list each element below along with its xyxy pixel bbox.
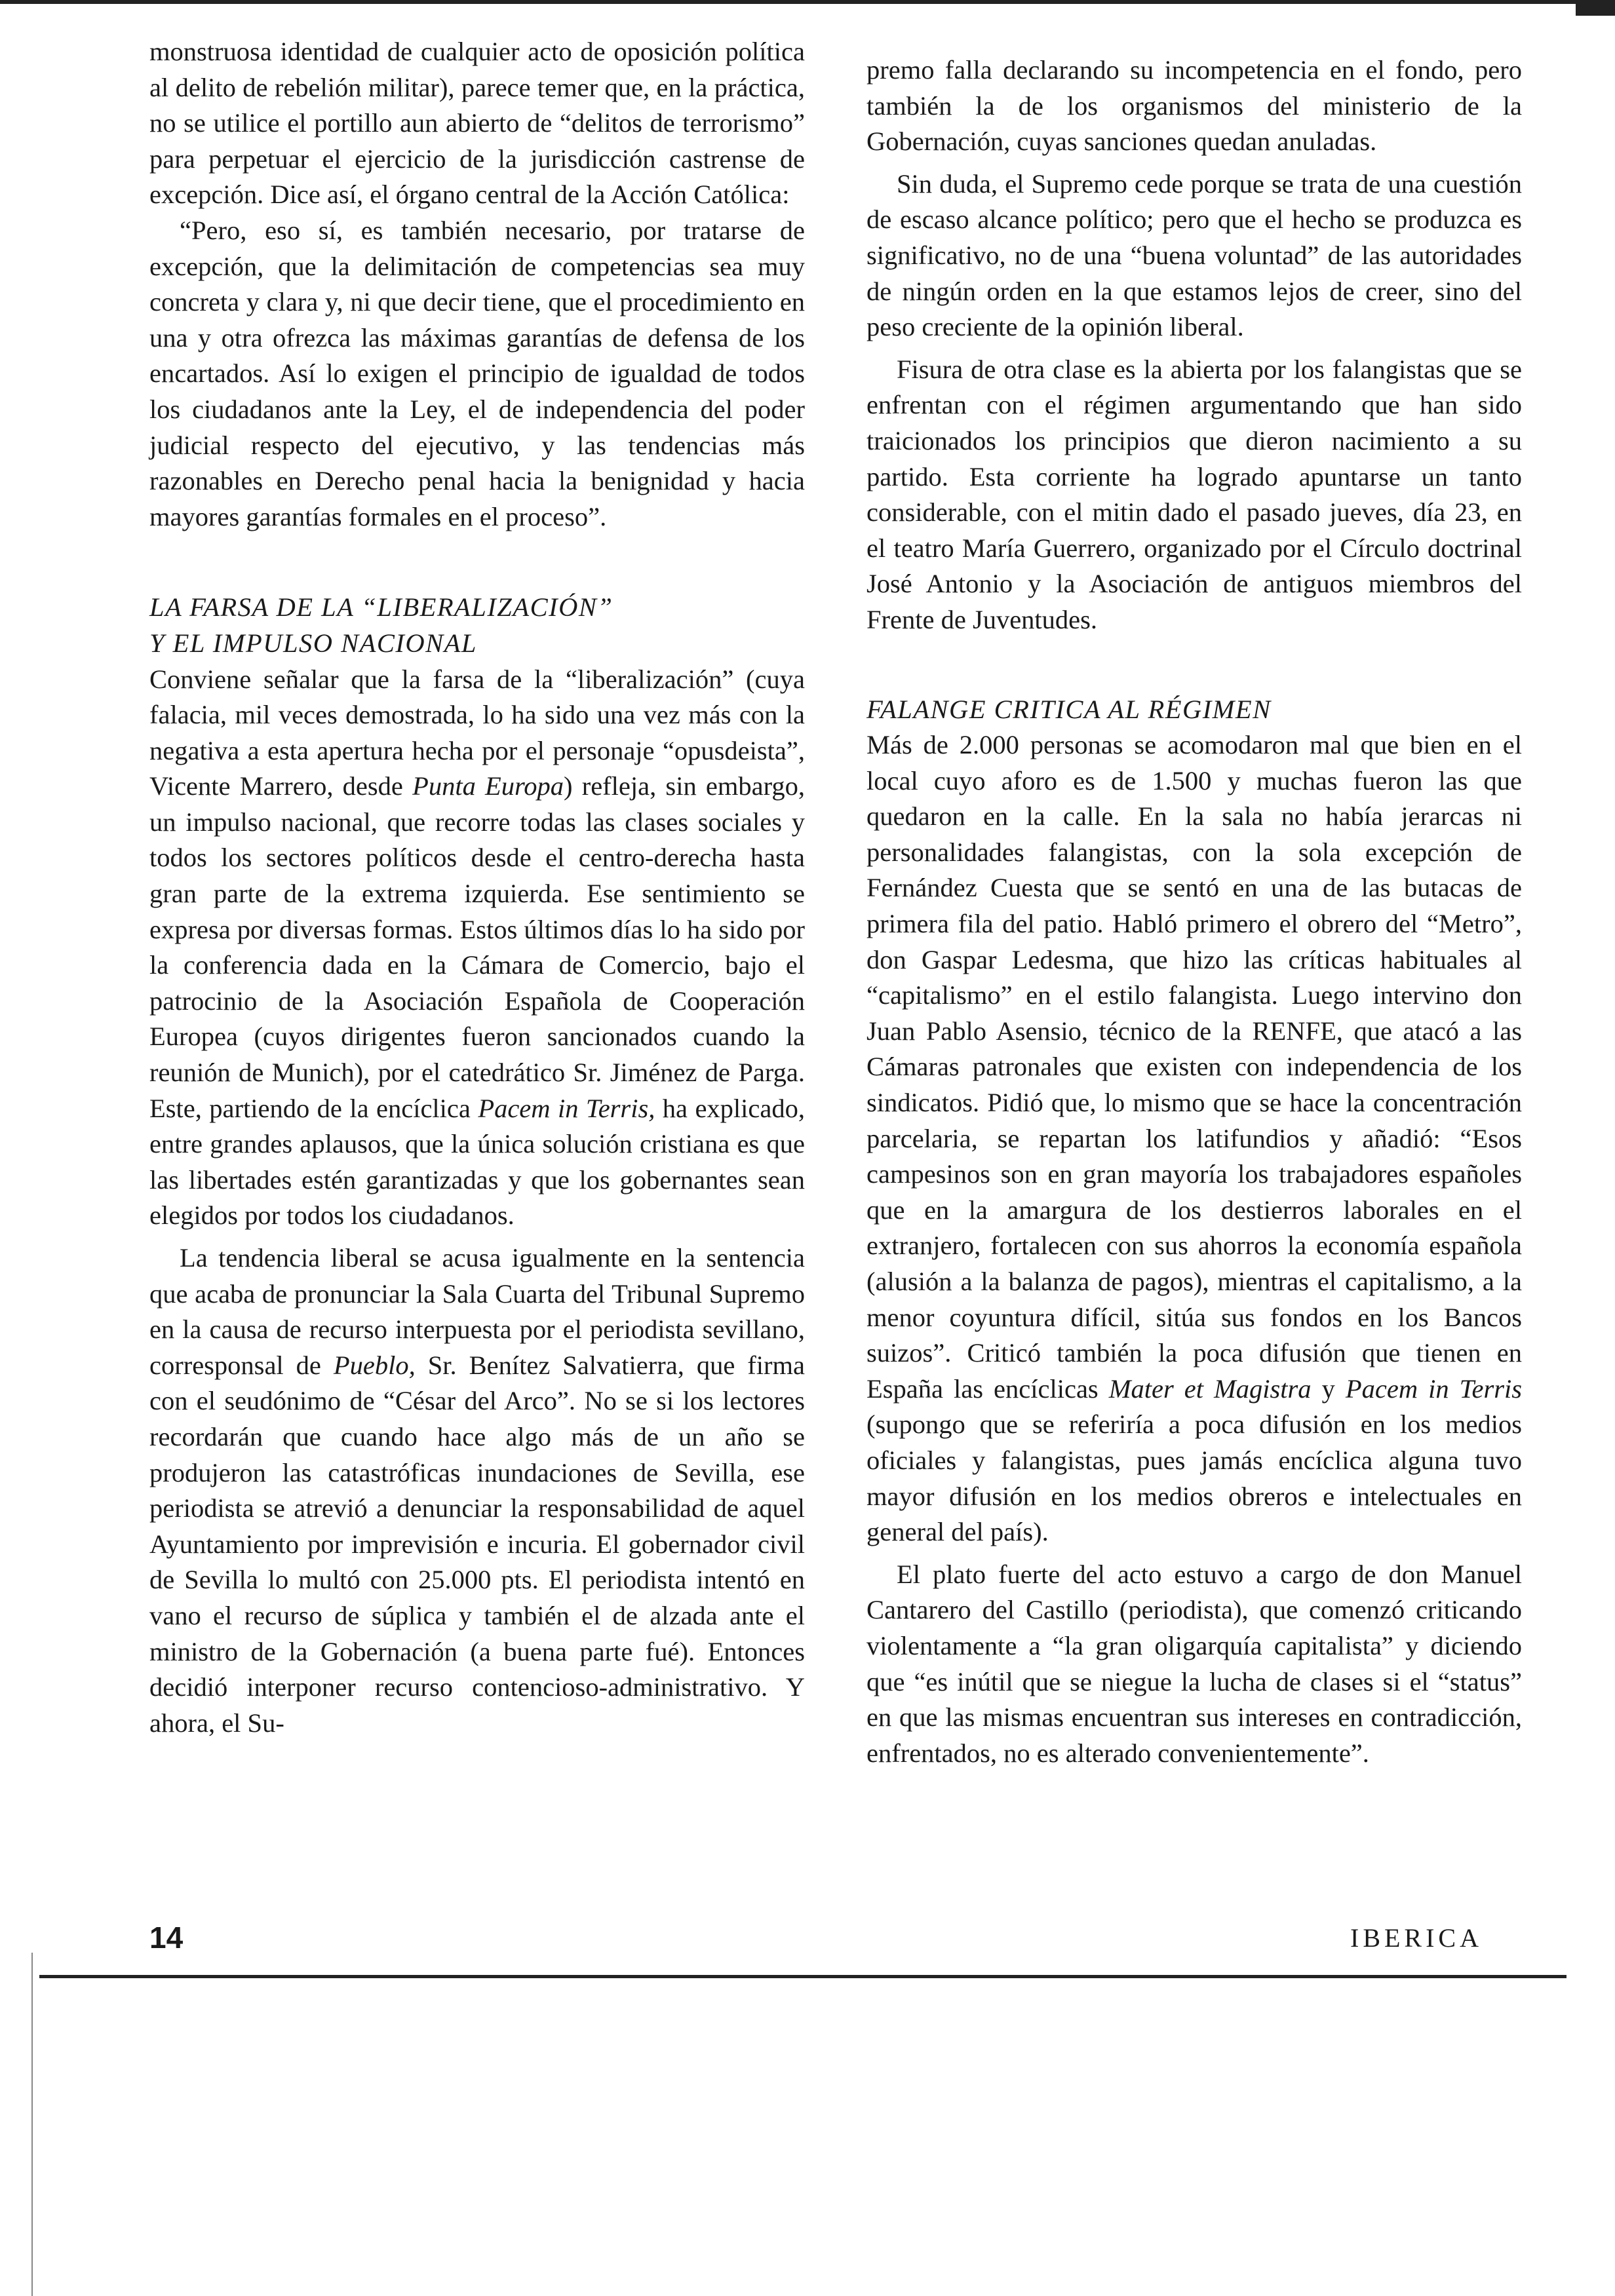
heading-line: LA FARSA DE LA “LIBERALIZACIÓN” [149,592,613,622]
paragraph: Más de 2.000 personas se acomodaron mal que bien en el local cuyo aforo es de 1.500 y muchas fueron las que quedaron en la calle. En la sala no había jerarcas ni personalidades falangistas, con la sola excepción de Fernández Cuesta que se sentó en una de las butacas de primera fila del patio. Habló primero el obrero del “Metro”, don Gaspar Ledesma, que hizo las críticas habituales al “capitalismo” en el estilo falangista. Luego intervino don Juan Pablo Asensio, técnico de la RENFE, que atacó a las Cámaras patronales que existen con independencia de los sindicatos. Pidió que, lo mismo que se hace la concentración parcelaria, se repartan los latifundios y añadió: “Esos campesinos son en gran mayoría los trabajadores españoles que en la amargura de los destierros laborales en el extranjero, fortalecen con sus ahorros la economía española (alusión a la balanza de pagos), mientras el capitalismo, a la menor coyuntura difícil, sitúa sus fondos en los Bancos suizos”. Criticó también la poca difusión que tienen en España las encíclicas Mater et Magistra y Pacem in Terris (supongo que se referiría a poca difusión en los medios oficiales y falangistas, pues jamás encíclica alguna tuvo mayor difusión en los medios obreros e intelectuales en general del país). [866,730,1522,1547]
heading-line: Y EL IMPULSO NACIONAL [149,628,477,658]
italic-title: Mater et Magistra [1108,1373,1312,1404]
italic-title: Punta Europa [412,771,564,801]
section-heading: FALANGE CRITICA AL RÉGIMEN [866,694,1272,724]
paragraph: premo falla declarando su incompetencia en el fondo, pero también la de los organismos del ministerio de la Gobernación, cuyas sanciones quedan anuladas. [866,55,1522,157]
bottom-rule [39,1975,1566,1978]
left-column [149,34,805,1741]
right-column [866,52,1522,1771]
paragraph: Fisura de otra clase es la abierta por los falangistas que se enfrentan con el régimen argumentando que han sido traicionados los principios que dieron nacimiento a su partido. Esta corriente ha logrado apuntarse un tanto considerable, con el mitin dado el pasado jueves, día 23, en el teatro María Guerrero, organizado por el Círculo doctrinal José Antonio y la Asociación de antiguos miembros del Frente de Juventudes. [866,354,1522,634]
paragraph: La tendencia liberal se acusa igualmente en la sentencia que acaba de pronunciar la Sala Cuarta del Tribunal Supremo en la causa de recurso interpuesta por el periodista sevillano, corresponsal de Pueblo, Sr. Benítez Salvatierra, que firma con el seudónimo de “César del Arco”. No se si los lectores recordarán que cuando hace algo más de un año se produjeron las catastróficas inundaciones de Sevilla, ese periodista se atrevió a denunciar la responsabilidad de aquel Ayuntamiento por imprevisión e incuria. El gobernador civil de Sevilla lo multó con 25.000 pts. El periodista intentó en vano el recurso de súplica y también el de alzada ante el ministro de la Gobernación (a buena parte fué). Entonces decidió interponer recurso contencioso-administrativo. Y ahora, el Su- [149,1243,805,1738]
top-corner-mark [1576,0,1615,16]
paragraph: El plato fuerte del acto estuvo a cargo de don Manuel Cantarero del Castillo (periodista), que comenzó criticando violentamente a “la gran oligarquía capitalista” y diciendo que “es inútil que se niegue la lucha de clases si el “status” en que las mismas encuentran sus intereses en contradicción, enfrentados, no es alterado convenientemente”. [866,1559,1522,1768]
page-number: 14 [149,1921,184,1955]
magazine-name: IBERICA [1350,1923,1483,1953]
italic-title: Pacem in Terris, [478,1093,655,1123]
top-rule [0,0,1615,4]
paragraph: Conviene señalar que la farsa de la “liberalización” (cuya falacia, mil veces demostrada, lo ha sido una vez más con la negativa a esta apertura hecha por el personaje “opusdeista”, Vicente Marrero, desde Punta Europa) refleja, sin embargo, un impulso nacional, que recorre todas las clases sociales y todos los sectores políticos desde el centro-derecha hasta gran parte de la extrema izquierda. Ese sentimiento se expresa por diversas formas. Estos últimos días lo ha sido por la conferencia dada en la Cámara de Comercio, bajo el patrocinio de la Asociación Española de Cooperación Europea (cuyos dirigentes fueron sancionados cuando la reunión de Munich), por el catedrático Sr. Jiménez de Parga. Este, partiendo de la encíclica Pacem in Terris, ha explicado, entre grandes aplausos, que la única solución cristiana es que las libertades estén garantizadas y que los gobernantes sean elegidos por todos los ciudadanos. [149,664,805,1231]
italic-title: Pacem in Terris [1345,1373,1522,1404]
quote-paragraph: “Pero, eso sí, es también necesario, por tratarse de excepción, que la delimitación de competencias sea muy concreta y clara y, ni que decir tiene, que el procedimiento en una y otra ofrezca las máximas garantías de defensa de los encartados. Así lo exigen el principio de igualdad de todos los ciudadanos ante la Ley, el de independencia del poder judicial respecto del ejecutivo, y las tendencias más razonables en Derecho penal hacia la benignidad y hacia mayores garantías formales en el proceso”. [149,215,805,531]
section-heading [149,590,805,661]
italic-title: Pueblo, [333,1350,416,1380]
paragraph: monstruosa identidad de cualquier acto de oposición política al delito de rebelión militar), parece temer que, en la práctica, no se utilice el portillo aun abierto de “delitos de terrorismo” para perpetuar el ejercicio de la jurisdicción castrense de excepción. Dice así, el órgano central de la Acción Católica: [149,37,805,210]
paragraph: Sin duda, el Supremo cede porque se trata de una cuestión de escaso alcance político; pero que el hecho se produzca es significativo, no de una “buena voluntad” de las autoridades de ningún orden en la que estamos lejos de creer, sino del peso creciente de la opinión liberal. [866,168,1522,342]
left-margin-mark [31,1953,33,2296]
